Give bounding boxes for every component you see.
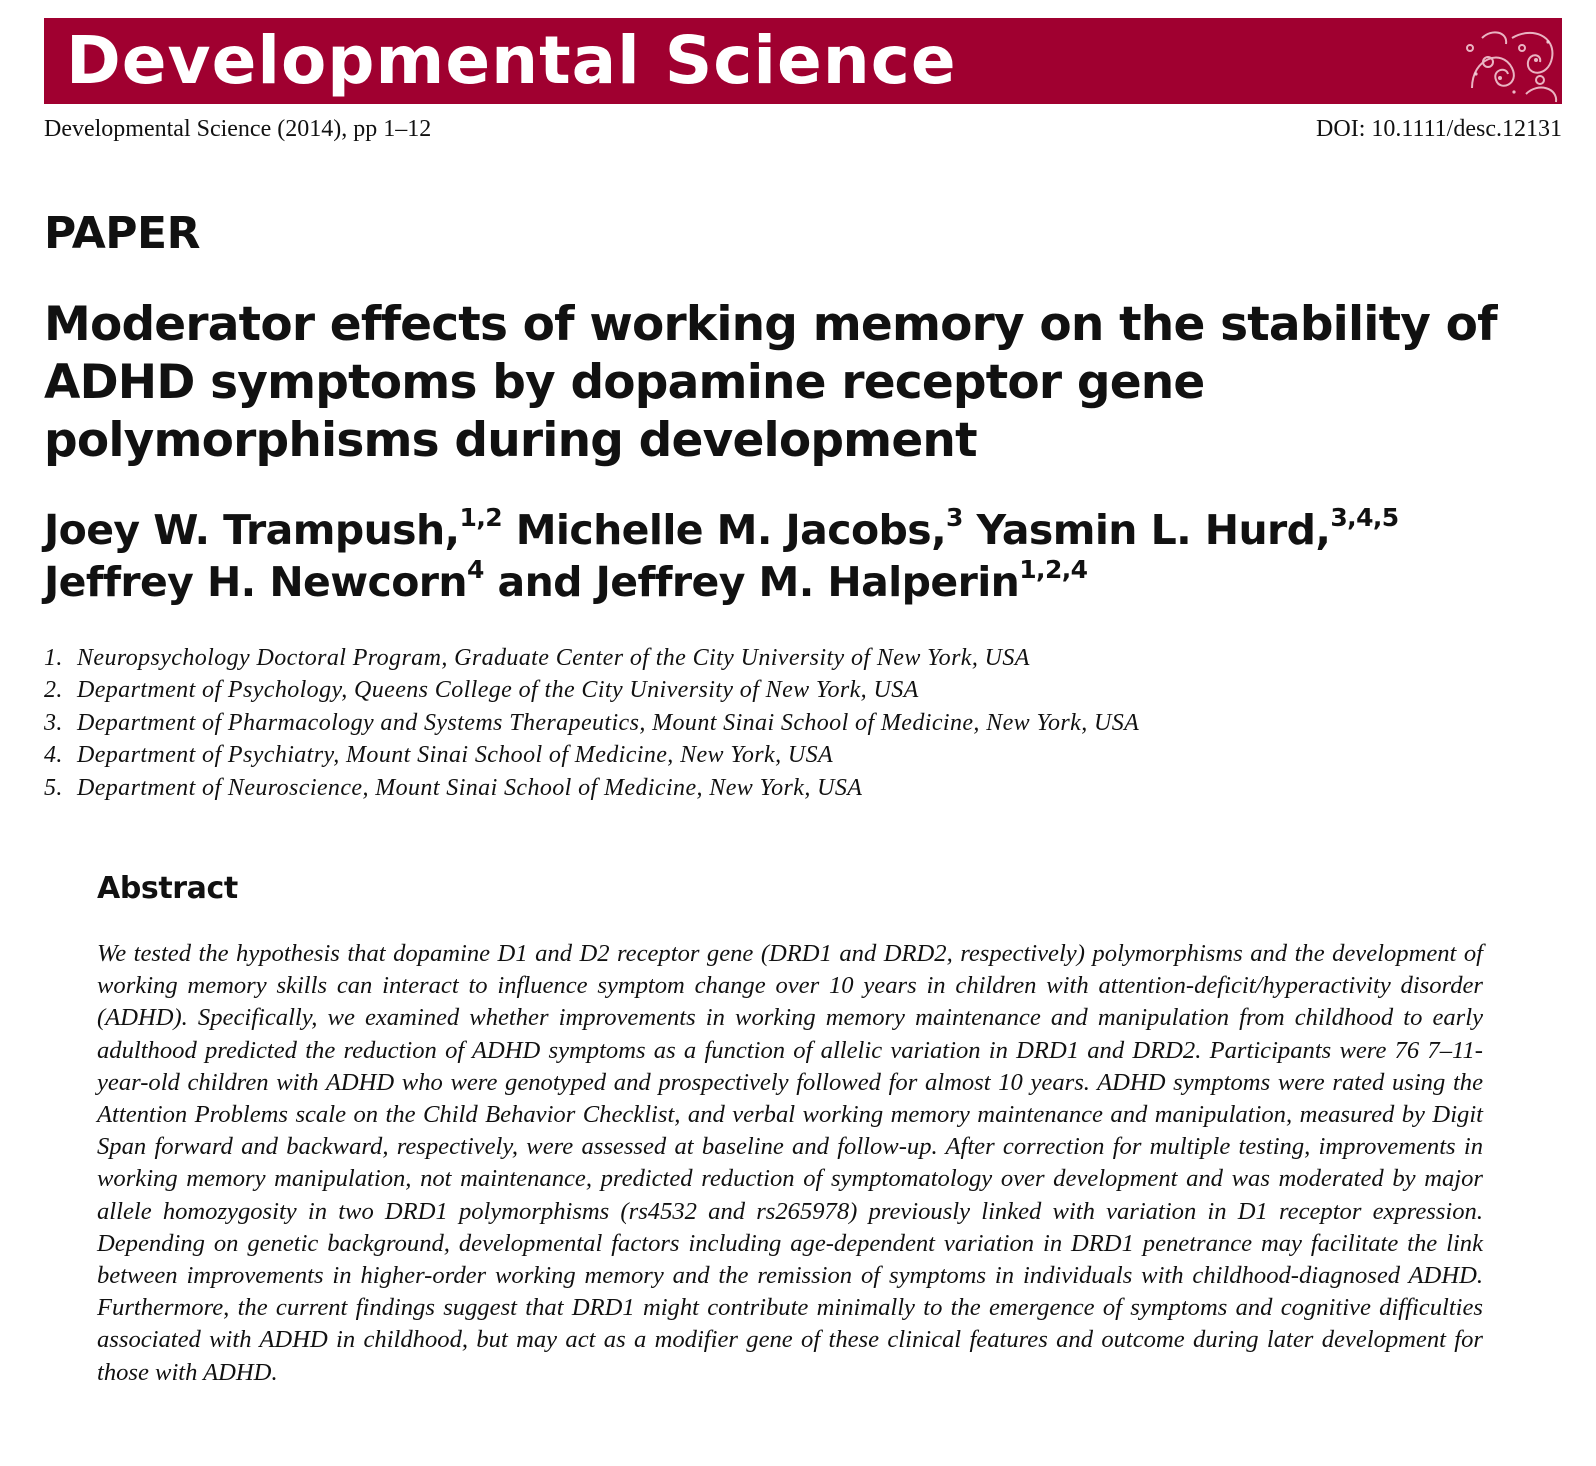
author-name: and Jeffrey M. Halperin — [497, 558, 1020, 606]
author-affiliation-marker: 1,2,4 — [1019, 555, 1088, 584]
affiliation-number: 5. — [44, 774, 63, 801]
affiliation-text: Department of Pharmacology and Systems Therapeutics, Mount Sinai School of Medicine, New York, USA — [77, 709, 1140, 736]
author-affiliation-marker: 3,4,5 — [1330, 503, 1399, 532]
author-affiliation-marker: 1,2 — [459, 503, 503, 532]
author-affiliation-marker: 4 — [467, 555, 484, 584]
affiliation-text: Department of Psychology, Queens College of the City University of New York, USA — [77, 677, 919, 704]
affiliation-text: Department of Neuroscience, Mount Sinai School of Medicine, New York, USA — [77, 774, 863, 801]
journal-banner-title: Developmental Science — [66, 22, 957, 99]
affiliation-item — [44, 674, 1544, 706]
abstract-text: We tested the hypothesis that dopamine D1 and D2 receptor gene (DRD1 and DRD2, respectively) polymorphisms and the development of working memory skills can interact to influence symptom change over 10 years in children with attention-deficit/hyperactivity disorder (ADHD). Specifically, we examined whether improvements in working memory maintenance and manipulation from childhood to early adulthood predicted the reduction of ADHD symptoms as a function of allelic variation in DRD1 and DRD2. Participants were 76 7–11-year-old children with ADHD who were genotyped and prospectively followed for almost 10 years. ADHD symptoms were rated using the Attention Problems scale on the Child Behavior Checklist, and verbal working memory maintenance and manipulation, measured by Digit Span forward and backward, respectively, were assessed at baseline and follow-up. After correction for multiple testing, improvements in working memory manipulation, not maintenance, predicted reduction of symptomatology over development and was moderated by major allele homozygosity in two DRD1 polymorphisms (rs4532 and rs265978) previously linked with variation in D1 receptor expression. Depending on genetic background, developmental factors including age-dependent variation in DRD1 penetrance may facilitate the link between improvements in higher-order working memory and the remission of symptoms in individuals with childhood-diagnosed ADHD. Furthermore, the current findings suggest that DRD1 might contribute minimally to the emergence of symptoms and cognitive difficulties associated with ADHD in childhood, but may act as a modifier gene of these clinical features and outcome during later development for those with ADHD. — [97, 940, 1483, 1386]
author-list — [44, 504, 1564, 608]
doi: DOI: 10.1111/desc.12131 — [1316, 116, 1562, 142]
article-type-label: PAPER — [44, 208, 200, 259]
affiliation-number: 4. — [44, 742, 63, 769]
affiliation-item — [44, 739, 1544, 771]
affiliation-number: 2. — [44, 677, 63, 704]
affiliation-number: 1. — [44, 645, 63, 671]
author-name: Michelle M. Jacobs, — [515, 506, 947, 554]
author-affiliation-marker: 3 — [946, 503, 963, 532]
author-name: Jeffrey H. Newcorn — [44, 558, 468, 606]
affiliation-list — [44, 642, 1544, 804]
affiliation-item — [44, 707, 1544, 739]
affiliation-item — [44, 772, 1544, 804]
author-name: Yasmin L. Hurd, — [976, 506, 1331, 554]
article-title: Moderator effects of working memory on the stability of ADHD symptoms by dopamine receptor gene polymorphisms during development — [44, 297, 1497, 468]
abstract-heading: Abstract — [97, 871, 238, 906]
affiliation-text: Neuropsychology Doctoral Program, Graduate Center of the City University of New York, USA — [77, 645, 1030, 671]
journal-citation: Developmental Science (2014), pp 1–12 — [44, 116, 432, 142]
author-name: Joey W. Trampush, — [44, 506, 460, 554]
journal-banner — [44, 18, 1562, 104]
affiliation-number: 3. — [44, 709, 63, 736]
paisley-ornament-icon — [1452, 18, 1562, 104]
affiliation-text: Department of Psychiatry, Mount Sinai School of Medicine, New York, USA — [77, 742, 834, 769]
affiliation-item — [44, 642, 1544, 674]
